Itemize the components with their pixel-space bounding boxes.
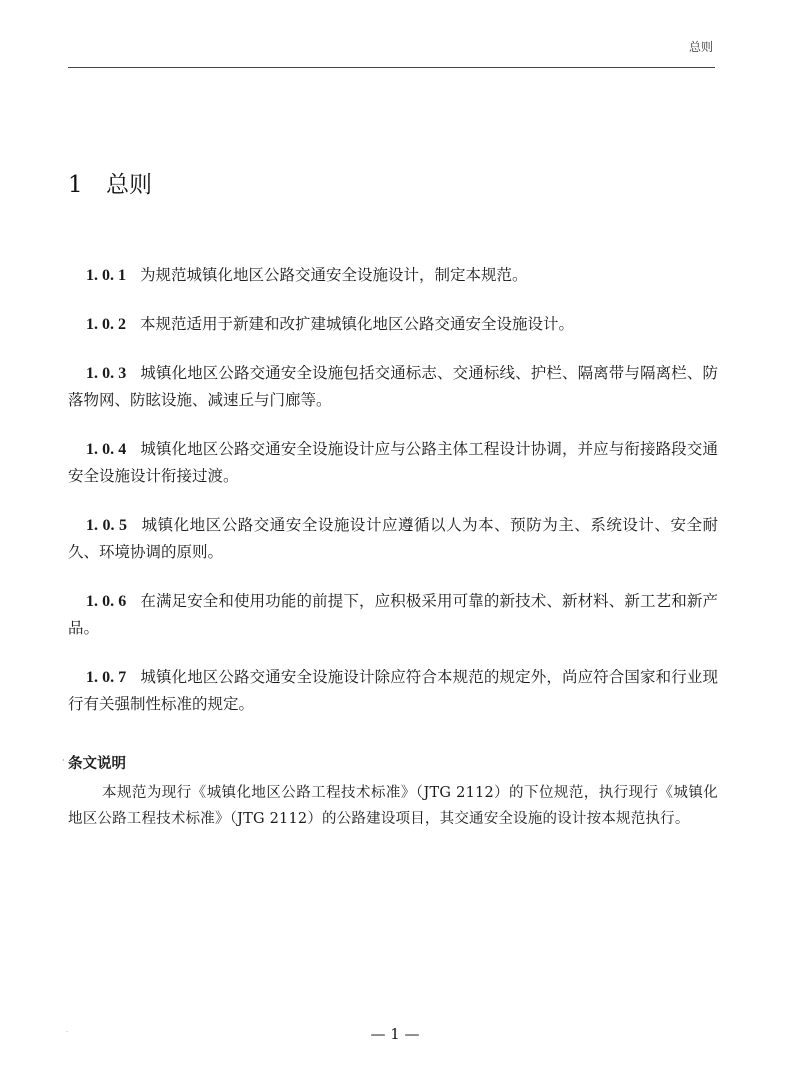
clause-text: 为规范城镇化地区公路交通安全设施设计，制定本规范。 — [140, 266, 528, 284]
clause-1-0-6 — [68, 588, 718, 642]
scan-mark-icon: · — [66, 1029, 68, 1036]
commentary-heading — [62, 752, 126, 773]
clause-number: 1. 0. 5 — [86, 517, 128, 534]
clause-number: 1. 0. 6 — [86, 593, 127, 610]
commentary-heading-text: 条文说明 — [68, 755, 126, 772]
chapter-number: 1 — [68, 172, 83, 198]
clause-number: 1. 0. 2 — [86, 316, 126, 333]
page-number: — 1 — — [370, 1025, 420, 1043]
chapter-title-text: 总则 — [106, 172, 152, 198]
clause-text: 城镇化地区公路交通安全设施包括交通标志、交通标线、护栏、隔离带与隔离栏、防落物网、防眩设施、减速丘与门廊等。 — [68, 364, 718, 409]
clause-number: 1. 0. 7 — [86, 669, 127, 686]
clause-text: 在满足安全和使用功能的前提下，应积极采用可靠的新技术、新材料、新工艺和新产品。 — [68, 592, 718, 637]
header-rule — [68, 67, 715, 68]
clause-1-0-1 — [68, 262, 718, 289]
running-header-title: 总则 — [688, 40, 713, 54]
clause-number: 1. 0. 4 — [86, 441, 127, 458]
clause-number: 1. 0. 3 — [86, 365, 127, 382]
clause-1-0-2 — [68, 311, 718, 338]
clause-1-0-7 — [68, 664, 718, 718]
commentary-body: 本规范为现行《城镇化地区公路工程技术标准》（JTG 2112）的下位规范，执行现行《城镇化地区公路工程技术标准》（JTG 2112）的公路建设项目，其交通安全设施的设计按本规范执行。 — [68, 785, 718, 827]
clause-text: 本规范适用于新建和改扩建城镇化地区公路交通安全设施设计。 — [140, 315, 575, 333]
clause-1-0-3 — [68, 360, 718, 414]
clause-text: 城镇化地区公路交通安全设施设计除应符合本规范的规定外，尚应符合国家和行业现行有关强制性标准的规定。 — [68, 668, 718, 713]
clause-1-0-4 — [68, 436, 718, 490]
clause-text: 城镇化地区公路交通安全设施设计应遵循以人为本、预防为主、系统设计、安全耐久、环境协调的原则。 — [68, 516, 718, 561]
clause-list — [68, 262, 718, 740]
chapter-title — [68, 166, 152, 199]
commentary-marker-icon: · — [62, 756, 65, 765]
clause-1-0-5 — [68, 512, 718, 566]
clause-number: 1. 0. 1 — [86, 267, 126, 284]
clause-text: 城镇化地区公路交通安全设施设计应与公路主体工程设计协调，并应与衔接路段交通安全设施设计衔接过渡。 — [68, 440, 718, 485]
